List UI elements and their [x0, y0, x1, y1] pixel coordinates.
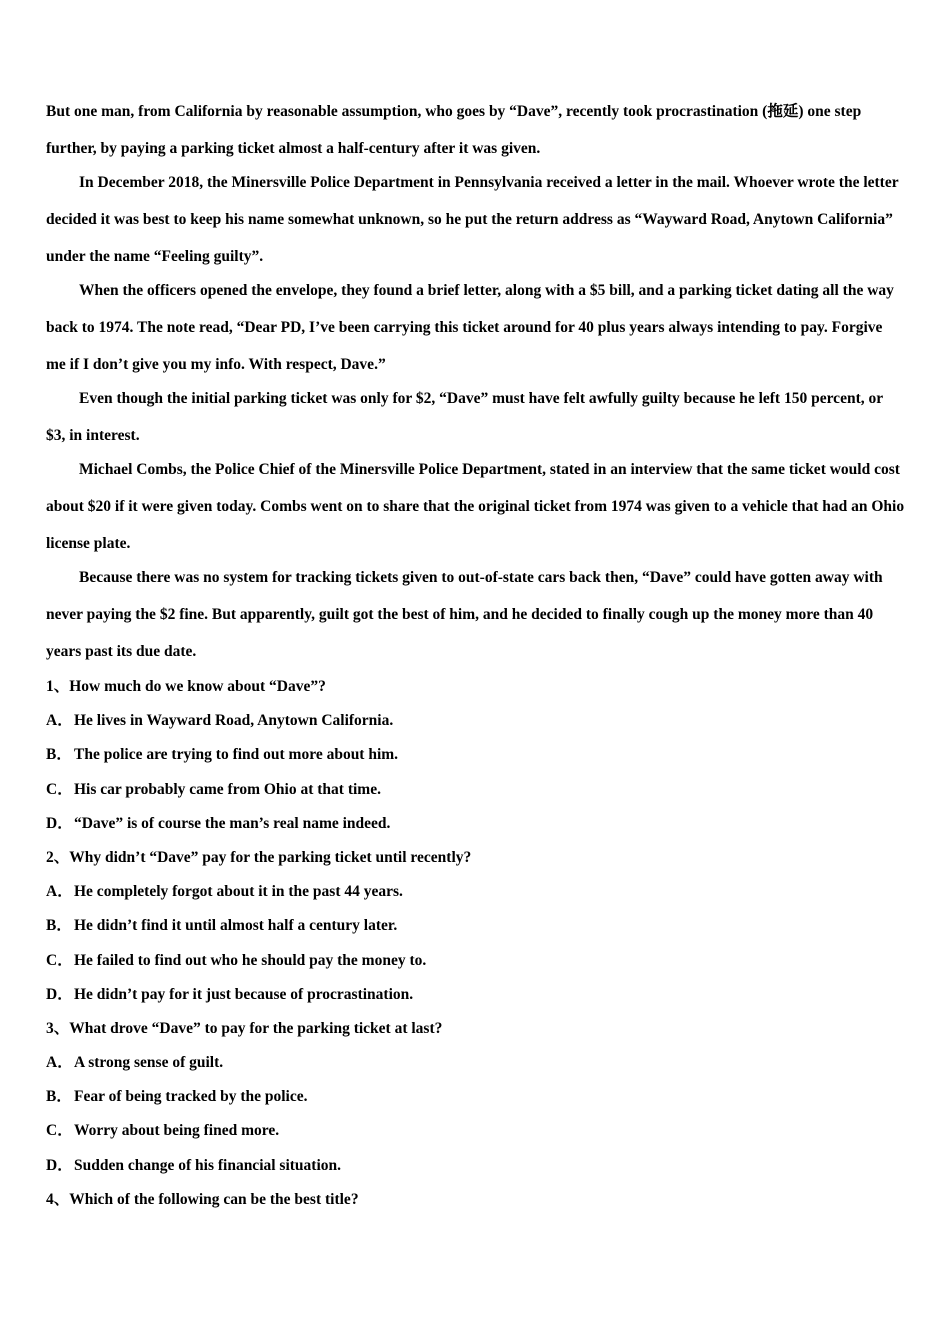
option-text: The police are trying to find out more about him.	[74, 746, 399, 764]
option-letter: B．	[46, 1088, 72, 1106]
option-text: Sudden change of his financial situation.	[74, 1156, 342, 1174]
answer-option-d[interactable]	[46, 978, 906, 1012]
option-text: He didn’t pay for it just because of procrastination.	[74, 985, 414, 1003]
option-letter: D．	[46, 814, 73, 832]
passage-paragraph: Even though the initial parking ticket was only for $2, “Dave” must have felt awfully guilty because he left 150 percent, or $3, in interest.	[46, 390, 883, 444]
question-stem: 2、Why didn’t “Dave” pay for the parking ticket until recently?	[46, 848, 472, 866]
answer-option-a[interactable]	[46, 704, 906, 738]
answer-option-c[interactable]	[46, 773, 906, 807]
option-letter: C．	[46, 1122, 73, 1140]
option-letter: A．	[46, 712, 73, 730]
option-text: A strong sense of guilt.	[74, 1054, 224, 1072]
option-text: Fear of being tracked by the police.	[74, 1088, 308, 1106]
answer-option-d[interactable]	[46, 1149, 906, 1183]
answer-option-b[interactable]	[46, 1080, 906, 1114]
option-text: Worry about being fined more.	[74, 1122, 280, 1140]
option-letter: A．	[46, 1054, 73, 1072]
question-stem: 3、What drove “Dave” to pay for the parking ticket at last?	[46, 1019, 443, 1037]
option-letter: C．	[46, 951, 73, 969]
question-1	[46, 670, 906, 841]
answer-option-c[interactable]	[46, 1114, 906, 1148]
option-text: “Dave” is of course the man’s real name indeed.	[74, 814, 391, 832]
option-letter: C．	[46, 780, 73, 798]
option-letter: A．	[46, 883, 73, 901]
option-text: He didn’t find it until almost half a century later.	[74, 917, 398, 935]
answer-option-d[interactable]	[46, 807, 906, 841]
option-letter: D．	[46, 1156, 73, 1174]
question-3	[46, 1012, 906, 1183]
question-list	[46, 670, 906, 1217]
passage-paragraph: In December 2018, the Minersville Police Department in Pennsylvania received a letter in the mail. Whoever wrote the letter decided it was best to keep his name somewhat unknown, so he put the return address as “Wayward Road, Anytown California” under the name “Feeling guilty”.	[46, 174, 899, 265]
question-stem: 4、Which of the following can be the best title?	[46, 1190, 359, 1208]
question-2	[46, 841, 906, 1012]
question-stem: 1、How much do we know about “Dave”?	[46, 678, 326, 695]
passage-paragraph: But one man, from California by reasonable assumption, who goes by “Dave”, recently took procrastination (拖延) one step further, by paying a parking ticket almost a half-century after it was given.	[46, 103, 862, 157]
passage-paragraph: Because there was no system for tracking tickets given to out-of-state cars back then, “Dave” could have gotten away with never paying the $2 fine. But apparently, guilt got the best of him, and he decided to finally cough up the money more than 40 years past its due date.	[46, 569, 883, 660]
answer-option-b[interactable]	[46, 909, 906, 943]
answer-option-c[interactable]	[46, 944, 906, 978]
option-letter: B．	[46, 746, 72, 764]
reading-passage	[46, 93, 906, 670]
option-letter: B．	[46, 917, 72, 935]
answer-option-a[interactable]	[46, 1046, 906, 1080]
option-text: His car probably came from Ohio at that time.	[74, 780, 381, 798]
option-text: He lives in Wayward Road, Anytown California.	[74, 712, 394, 730]
option-text: He completely forgot about it in the past 44 years.	[74, 883, 403, 901]
passage-paragraph: When the officers opened the envelope, they found a brief letter, along with a $5 bill, and a parking ticket dating all the way back to 1974. The note read, “Dear PD, I’ve been carrying this ticket around for 40 plus years always intending to pay. Forgive me if I don’t give you my info. With respect, Dave.”	[46, 282, 894, 373]
option-text: He failed to find out who he should pay the money to.	[74, 951, 427, 969]
option-letter: D．	[46, 985, 73, 1003]
question-4	[46, 1183, 906, 1217]
answer-option-b[interactable]	[46, 738, 906, 772]
answer-option-a[interactable]	[46, 875, 906, 909]
document-page	[46, 93, 906, 1217]
passage-paragraph: Michael Combs, the Police Chief of the Minersville Police Department, stated in an interview that the same ticket would cost about $20 if it were given today. Combs went on to share that the original ticket from 1974 was given to a vehicle that had an Ohio license plate.	[46, 461, 905, 552]
